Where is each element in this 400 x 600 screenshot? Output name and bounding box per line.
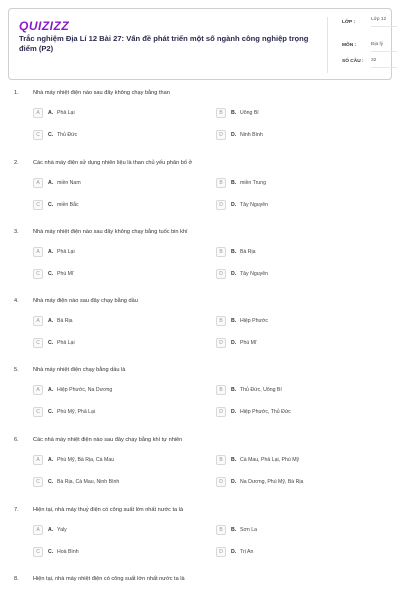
option-letter: D. bbox=[231, 132, 237, 138]
option-badge: D bbox=[216, 338, 226, 348]
answer-option-c[interactable] bbox=[33, 269, 203, 281]
question-text: Hiện tại, nhà máy thuỷ điện có công suất lớn nhất nước ta là bbox=[33, 507, 184, 513]
option-letter: B. bbox=[231, 387, 237, 393]
option-letter: B. bbox=[231, 249, 237, 255]
answer-option-d[interactable] bbox=[216, 477, 386, 489]
option-letter: A. bbox=[48, 110, 54, 116]
option-badge: A bbox=[33, 385, 43, 395]
option-text: Yaly bbox=[57, 527, 67, 533]
option-text: Phú Mĩ bbox=[57, 271, 74, 277]
option-text: Hoà Bình bbox=[57, 549, 79, 555]
option-letter: D. bbox=[231, 409, 237, 415]
answer-option-b[interactable] bbox=[216, 316, 386, 328]
quizizz-logo[interactable]: QUIZIZZ bbox=[19, 19, 70, 33]
option-letter: B. bbox=[231, 318, 237, 324]
question-text: Các nhà máy điện sử dụng nhiên liệu là than chủ yếu phân bố ở bbox=[33, 160, 193, 166]
option-text: Phả Lại bbox=[57, 340, 75, 346]
option-text: Hiệp Phước, Thủ Đức bbox=[240, 409, 291, 415]
option-letter: C. bbox=[48, 479, 54, 485]
answer-option-a[interactable] bbox=[33, 455, 203, 467]
question-number: 7. bbox=[14, 507, 19, 513]
option-badge: B bbox=[216, 247, 226, 257]
option-letter: A. bbox=[48, 527, 54, 533]
question-number: 2. bbox=[14, 160, 19, 166]
option-badge: C bbox=[33, 269, 43, 279]
option-letter: B. bbox=[231, 110, 237, 116]
option-badge: A bbox=[33, 525, 43, 535]
option-letter: C. bbox=[48, 409, 54, 415]
option-letter: A. bbox=[48, 318, 54, 324]
option-text: Ninh Bình bbox=[240, 132, 263, 138]
answer-option-a[interactable] bbox=[33, 178, 203, 190]
answer-option-a[interactable] bbox=[33, 108, 203, 120]
question-text: Hiện tại, nhà máy nhiệt điện có công suất lớn nhất nước ta là bbox=[33, 576, 185, 582]
option-badge: C bbox=[33, 407, 43, 417]
answer-option-d[interactable] bbox=[216, 407, 386, 419]
option-badge: B bbox=[216, 455, 226, 465]
question-text: Nhà máy điện nào sau đây chạy bằng dầu bbox=[33, 298, 138, 304]
meta-divider bbox=[327, 17, 328, 73]
answer-option-c[interactable] bbox=[33, 338, 203, 350]
question-number: 1. bbox=[14, 90, 19, 96]
answer-option-b[interactable] bbox=[216, 385, 386, 397]
option-badge: D bbox=[216, 477, 226, 487]
answer-option-c[interactable] bbox=[33, 547, 203, 559]
answer-option-c[interactable] bbox=[33, 130, 203, 142]
answer-option-a[interactable] bbox=[33, 316, 203, 328]
option-text: Cà Mau, Phả Lại, Phú Mỹ bbox=[240, 457, 300, 463]
meta-value-subject: Địa lý bbox=[371, 42, 397, 52]
option-letter: C. bbox=[48, 340, 54, 346]
option-badge: A bbox=[33, 316, 43, 326]
answer-option-c[interactable] bbox=[33, 477, 203, 489]
option-text: miền Nam bbox=[57, 180, 81, 186]
option-letter: B. bbox=[231, 457, 237, 463]
question-number: 6. bbox=[14, 437, 19, 443]
option-text: miền Bắc bbox=[57, 202, 79, 208]
answer-option-b[interactable] bbox=[216, 525, 386, 537]
option-badge: C bbox=[33, 477, 43, 487]
option-badge: C bbox=[33, 338, 43, 348]
answer-option-b[interactable] bbox=[216, 247, 386, 259]
option-letter: D. bbox=[231, 271, 237, 277]
answer-option-b[interactable] bbox=[216, 178, 386, 190]
option-letter: D. bbox=[231, 479, 237, 485]
answer-option-a[interactable] bbox=[33, 247, 203, 259]
question-text: Nhà máy nhiệt điện chạy bằng dầu là bbox=[33, 367, 126, 373]
option-badge: A bbox=[33, 108, 43, 118]
question-number: 3. bbox=[14, 229, 19, 235]
option-text: Trị An bbox=[240, 549, 254, 555]
option-text: Tây Nguyên bbox=[240, 202, 268, 208]
question-text: Các nhà máy nhiệt điện nào sau đây chạy bằng khí tự nhiên bbox=[33, 437, 183, 443]
option-letter: A. bbox=[48, 180, 54, 186]
option-text: Hiệp Phước, Na Dương bbox=[57, 387, 113, 393]
question-number: 8. bbox=[14, 576, 19, 582]
option-text: Phú Mỹ, Phả Lại bbox=[57, 409, 96, 415]
answer-option-d[interactable] bbox=[216, 547, 386, 559]
option-letter: D. bbox=[231, 549, 237, 555]
meta-label-count: SỐ CÂU : bbox=[342, 59, 364, 64]
answer-option-d[interactable] bbox=[216, 338, 386, 350]
option-letter: D. bbox=[231, 202, 237, 208]
option-badge: D bbox=[216, 130, 226, 140]
answer-option-b[interactable] bbox=[216, 108, 386, 120]
option-letter: C. bbox=[48, 202, 54, 208]
option-badge: B bbox=[216, 525, 226, 535]
meta-value-class: Lớp 12 bbox=[371, 17, 397, 27]
option-text: Hiệp Phước bbox=[240, 318, 268, 324]
option-text: Uông Bí bbox=[240, 110, 259, 116]
option-letter: A. bbox=[48, 249, 54, 255]
answer-option-b[interactable] bbox=[216, 455, 386, 467]
option-text: Tây Nguyên bbox=[240, 271, 268, 277]
option-letter: D. bbox=[231, 340, 237, 346]
option-badge: D bbox=[216, 547, 226, 557]
question-number: 4. bbox=[14, 298, 19, 304]
question-text: Nhà máy nhiệt điện nào sau đây không chạy bằng tuốc bin khí bbox=[33, 229, 188, 235]
option-badge: B bbox=[216, 108, 226, 118]
option-badge: B bbox=[216, 385, 226, 395]
option-badge: A bbox=[33, 455, 43, 465]
meta-label-subject: MÔN : bbox=[342, 43, 357, 48]
option-text: Na Dương, Phú Mỹ, Bà Rịa bbox=[240, 479, 304, 485]
option-letter: A. bbox=[48, 457, 54, 463]
option-badge: B bbox=[216, 178, 226, 188]
option-badge: B bbox=[216, 316, 226, 326]
answer-option-c[interactable] bbox=[33, 200, 203, 212]
option-letter: C. bbox=[48, 132, 54, 138]
option-text: Sơn La bbox=[240, 527, 257, 533]
question-number: 5. bbox=[14, 367, 19, 373]
answer-option-d[interactable] bbox=[216, 200, 386, 212]
option-letter: A. bbox=[48, 387, 54, 393]
option-letter: B. bbox=[231, 527, 237, 533]
quiz-header bbox=[8, 8, 392, 80]
option-badge: D bbox=[216, 200, 226, 210]
answer-option-a[interactable] bbox=[33, 525, 203, 537]
option-letter: C. bbox=[48, 549, 54, 555]
option-letter: B. bbox=[231, 180, 237, 186]
meta-value-count: 32 bbox=[371, 58, 397, 68]
option-text: Thủ Đức bbox=[57, 132, 78, 138]
answer-option-d[interactable] bbox=[216, 130, 386, 142]
answer-option-c[interactable] bbox=[33, 407, 203, 419]
meta-label-class: LỚP : bbox=[342, 20, 356, 25]
option-text: Bà Rịa bbox=[57, 318, 73, 324]
option-text: Bà Rịa bbox=[240, 249, 256, 255]
answer-option-a[interactable] bbox=[33, 385, 203, 397]
quiz-title: Trắc nghiệm Địa Lí 12 Bài 27: Vấn đề phát triển một số ngành công nghiệp trọng điểm (P2) bbox=[19, 34, 309, 53]
option-badge: D bbox=[216, 269, 226, 279]
option-text: Thủ Đức, Uông Bí bbox=[240, 387, 282, 393]
option-text: Phú Mỹ, Bà Rịa, Cà Mau bbox=[57, 457, 115, 463]
option-badge: D bbox=[216, 407, 226, 417]
option-text: miền Trung bbox=[240, 180, 266, 186]
option-text: Phú Mĩ bbox=[240, 340, 257, 346]
option-badge: C bbox=[33, 547, 43, 557]
answer-option-d[interactable] bbox=[216, 269, 386, 281]
option-letter: C. bbox=[48, 271, 54, 277]
option-text: Bà Rịa, Cà Mau, Ninh Bình bbox=[57, 479, 120, 485]
option-badge: C bbox=[33, 130, 43, 140]
option-badge: A bbox=[33, 178, 43, 188]
option-text: Phả Lại bbox=[57, 249, 75, 255]
option-badge: A bbox=[33, 247, 43, 257]
option-text: Phả Lại bbox=[57, 110, 75, 116]
option-badge: C bbox=[33, 200, 43, 210]
question-text: Nhà máy nhiệt điện nào sau đây không chạy bằng than bbox=[33, 90, 170, 96]
